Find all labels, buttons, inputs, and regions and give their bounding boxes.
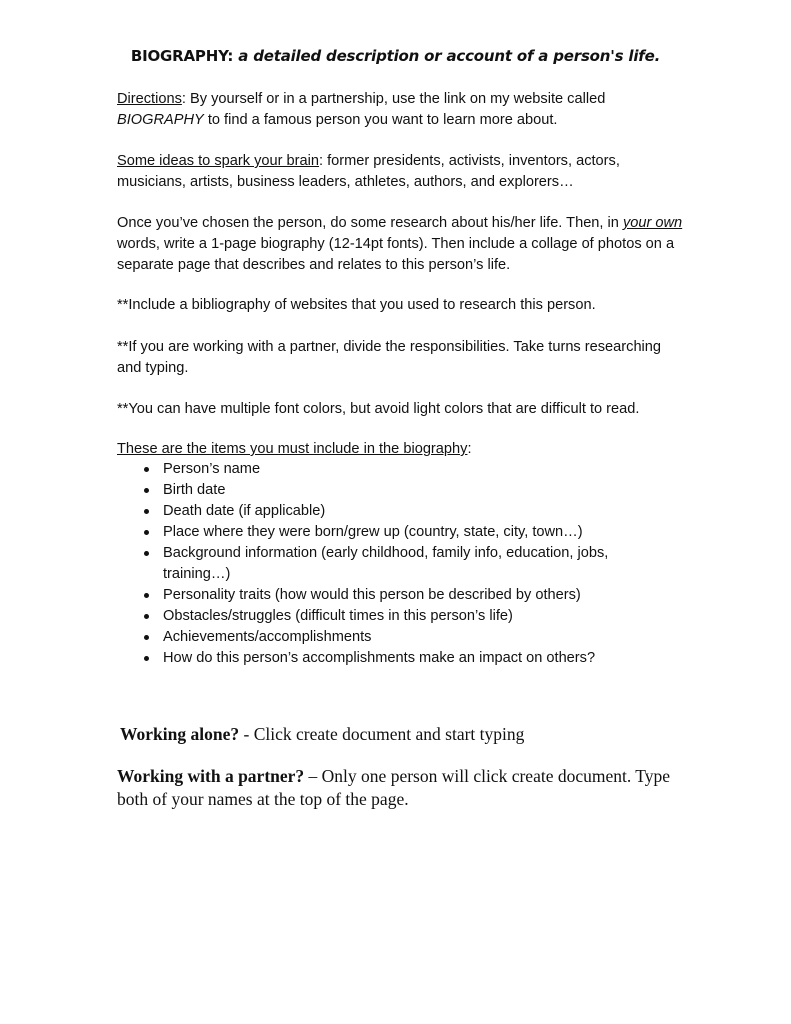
bullet-icon [144, 551, 149, 556]
items-heading-suffix: : [467, 441, 472, 457]
directions-text-before: : By yourself or in a partnership, use the link on my website called [181, 91, 606, 107]
list-item: Personality traits (how would this person be described by others) [117, 585, 677, 606]
working-alone-text: - Click create document and start typing [239, 724, 525, 744]
bibliography-note: **Include a bibliography of websites that you used to research this person. [117, 297, 596, 313]
items-heading [117, 439, 687, 460]
instructions-paragraph [117, 213, 687, 276]
partner-note: **If you are working with a partner, divide the responsibilities. Take turns researching and typing. [117, 339, 662, 376]
bullet-icon [144, 635, 149, 640]
working-partner-line [117, 765, 697, 811]
list-item: Background information (early childhood, family info, education, jobs, training…) [117, 543, 677, 585]
bullet-icon [144, 593, 149, 598]
colors-note: **You can have multiple font colors, but avoid light colors that are difficult to read. [117, 401, 640, 417]
ideas-paragraph [117, 151, 687, 193]
page-title [0, 46, 791, 67]
bullet-icon [144, 509, 149, 514]
directions-link-word: BIOGRAPHY [117, 112, 204, 128]
list-item: Obstacles/struggles (difficult times in this person’s life) [117, 606, 677, 627]
items-heading-label: These are the items you must include in the biography [117, 441, 468, 457]
ideas-text: : former presidents, activists, inventors, actors, musicians, artists, business leaders, athletes, authors, and explorers… [117, 153, 620, 190]
list-item: Person’s name [117, 459, 677, 480]
title-lead: BIOGRAPHY: [130, 47, 234, 65]
working-alone-line [120, 723, 700, 746]
instructions-part1: Once you’ve chosen the person, do some research about his/her life. Then, in [117, 215, 623, 231]
directions-text-after: to find a famous person you want to learn more about. [203, 112, 558, 128]
list-item: Death date (if applicable) [117, 501, 677, 522]
directions-label: Directions [117, 91, 182, 107]
title-definition: a detailed description or account of a person's life. [238, 47, 661, 65]
instructions-part2: words, write a 1-page biography (12-14pt fonts). Then include a collage of photos on a separate page that describes and relates to this person’s life. [117, 236, 675, 273]
working-alone-label: Working alone? [120, 724, 240, 744]
ideas-label: Some ideas to spark your brain [117, 153, 319, 169]
bullet-icon [144, 614, 149, 619]
list-item: Achievements/accomplishments [117, 627, 677, 648]
list-item: How do this person’s accomplishments make an impact on others? [117, 648, 677, 669]
list-item: Birth date [117, 480, 677, 501]
working-partner-label: Working with a partner? [117, 766, 305, 786]
bullet-icon [144, 530, 149, 535]
list-item: Place where they were born/grew up (country, state, city, town…) [117, 522, 677, 543]
instructions-emphasis: your own [622, 215, 683, 231]
bullet-icon [144, 488, 149, 493]
bullet-icon [144, 656, 149, 661]
working-partner-text: – Only one person will click create document. Type both of your names at the top of the page. [117, 766, 671, 809]
directions-paragraph [117, 89, 687, 131]
bullet-icon [144, 467, 149, 472]
required-items-list [117, 459, 677, 669]
